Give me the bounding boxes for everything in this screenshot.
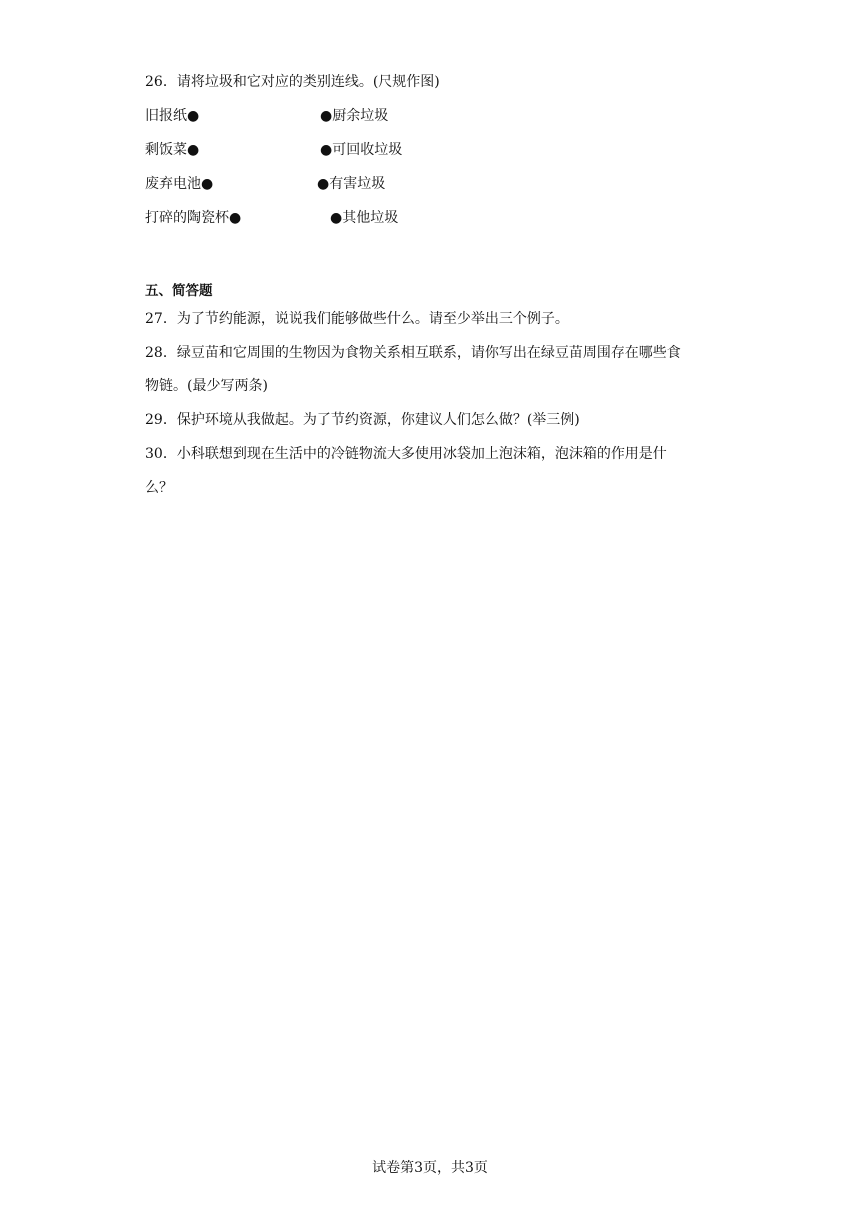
question-26-text: 26．请将垃圾和它对应的类别连线。(尺规作图) xyxy=(145,74,440,90)
match-left-item-3: 废弃电池● xyxy=(145,176,214,192)
match-right-item-2: ●可回收垃圾 xyxy=(320,142,403,158)
question-30-line-2: 么？ xyxy=(145,480,173,496)
match-left-item-1: 旧报纸● xyxy=(145,108,200,124)
question-29: 29．保护环境从我做起。为了节约资源，你建议人们怎么做？(举三例) xyxy=(145,412,580,428)
question-28-line-1: 28．绿豆苗和它周围的生物因为食物关系相互联系，请你写出在绿豆苗周围存在哪些食 xyxy=(145,345,681,361)
section-title-short-answer: 五、简答题 xyxy=(145,283,213,299)
question-28-line-2: 物链。(最少写两条) xyxy=(145,378,268,394)
match-right-item-4: ●其他垃圾 xyxy=(330,210,399,226)
question-27: 27．为了节约能源，说说我们能够做些什么。请至少举出三个例子。 xyxy=(145,311,569,327)
match-right-item-1: ●厨余垃圾 xyxy=(320,108,389,124)
match-left-item-2: 剩饭菜● xyxy=(145,142,200,158)
page-footer: 试卷第3页，共3页 xyxy=(372,1160,488,1176)
match-left-item-4: 打碎的陶瓷杯● xyxy=(145,210,242,226)
match-right-item-3: ●有害垃圾 xyxy=(317,176,386,192)
question-30-line-1: 30．小科联想到现在生活中的冷链物流大多使用冰袋加上泡沫箱，泡沫箱的作用是什 xyxy=(145,446,667,462)
